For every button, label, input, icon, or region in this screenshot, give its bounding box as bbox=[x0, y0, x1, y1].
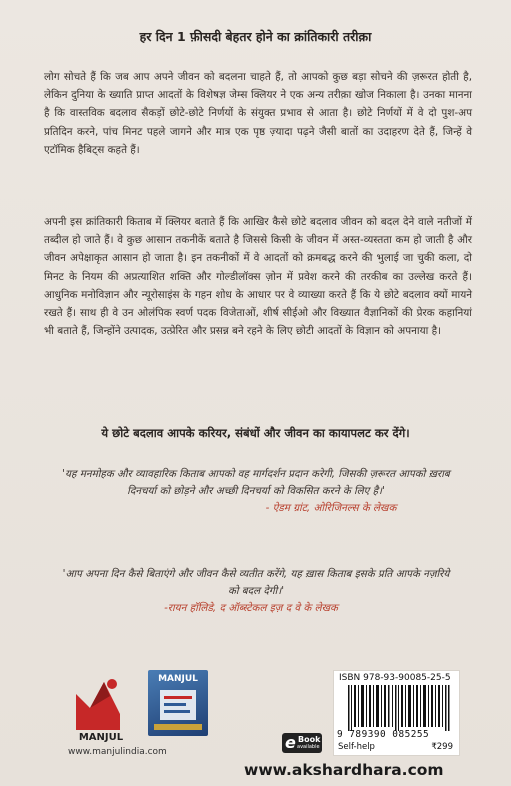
ebook-available-text: available bbox=[297, 744, 320, 750]
book-price: ₹299 bbox=[431, 742, 453, 752]
tagline: ये छोटे बदलाव आपके करियर, संबंधों और जीवन का कायापलट कर देंगे। bbox=[101, 426, 410, 440]
paragraph-2: अपनी इस क्रांतिकारी किताब में क्लियर बताते हैं कि आखिर कैसे छोटे बदलाव जीवन को बदल देने वाले नतीजों में तब्दील हो जाते हैं। वे कुछ आसान तकनीकें बताते है जिससे किसी के जीवन में अस्त-व्यस्तता कम हो जाती है और जीवन अपेक्षाकृत आसान हो जाता है। इन तकनीकों में वे आदतों को क्रमबद्ध करने की भुलाई जा चुकी कला, दो मिनट के नियम की अप्रत्याशित शक्ति और गोल्डीलॉक्स ज़ोन में प्रवेश करने की तरकीब का उल्लेख करते हैं। आधुनिक मनोविज्ञान और न्यूरोसाइंस के गहन शोध के आधार पर वे व्याख्या करते हैं कि ये छोटे बदलाव क्यों मायने रखते हैं। साथ ही वे उन ओलंपिक स्वर्ण पदक विजेताओं, शीर्ष सीईओ और विख्यात वैज्ञानिकों की प्रेरक कहानियां भी बताते हैं, जिन्होंने उत्पादक, उत्प्रेरित और प्रसन्न बने रहने के लिए छोटी आदतों के विज्ञान को अपनाया है। bbox=[44, 216, 472, 338]
ebook-e-icon: e bbox=[285, 733, 296, 752]
ebook-word: Book bbox=[298, 735, 321, 744]
watermark-url: www.akshardhara.com bbox=[244, 761, 444, 779]
book-category: Self-help bbox=[338, 742, 375, 752]
quote-1-text: 'यह मनमोहक और व्यावहारिक किताब आपको वह मार्गदर्शन प्रदान करेगी, जिसकी ज़रूरत आपको ख़राब दिनचर्या को छोड़ने और अच्छी दिनचर्या को विकसित करने के लिए है।' bbox=[62, 468, 450, 497]
barcode-icon bbox=[348, 685, 452, 731]
isbn-label: ISBN 978-93-90085-25-5 bbox=[339, 673, 451, 683]
publisher-website: www.manjulindia.com bbox=[68, 747, 167, 757]
paragraph-1: लोग सोचते हैं कि जब आप अपने जीवन को बदलना चाहते हैं, तो आपको कुछ बड़ा सोचने की ज़रूरत होती है, लेकिन दुनिया के ख्याति प्राप्त आदतों के विशेषज्ञ जेम्स क्लियर ने एक अन्य तरीक़ा खोज निकाला है। उनका मानना है कि वास्तविक बदलाव सैकड़ों छोटे-छोटे निर्णयों के संयुक्त प्रभाव से आता है। छोटे निर्णयों में वे दो पुश-अप प्रतिदिन करने, पांच मिनट पहले जागने और मात्र एक पृष्ठ ज़्यादा पढ़ने जैसी बातों का उदाहरण देते हैं, जिन्हें वे एटॉमिक हैबिट्स कहते हैं। bbox=[44, 71, 472, 156]
barcode-digits: 9 789390 085255 bbox=[337, 729, 430, 740]
barcode-block bbox=[333, 670, 460, 756]
quote-1-attribution: - ऐडम ग्रांट, ओरिजिनल्स के लेखक bbox=[265, 502, 397, 514]
quote-2-attribution: -रायन हॉलिडे, द ऑब्स्टेकल इज़ द वे के लेखक bbox=[164, 602, 338, 614]
quote-2 bbox=[60, 566, 452, 617]
manjul-logo-icon bbox=[70, 672, 126, 732]
headline: हर दिन 1 फ़ीसदी बेहतर होने का क्रांतिकारी तरीक़ा bbox=[139, 29, 372, 44]
ebook-available-badge bbox=[282, 733, 322, 753]
quote-2-text: 'आप अपना दिन कैसे बिताएंगे और जीवन कैसे व्यतीत करेंगे, यह ख़ास किताब इसके प्रति आपके नज़रिये को बदल देगी।' bbox=[62, 568, 450, 597]
publisher-badge-text: MANJUL bbox=[158, 674, 198, 684]
book-emblem-icon bbox=[148, 670, 208, 736]
publisher-badge bbox=[148, 670, 208, 736]
publisher-name: MANJUL bbox=[78, 732, 124, 743]
quote-1 bbox=[60, 466, 452, 517]
